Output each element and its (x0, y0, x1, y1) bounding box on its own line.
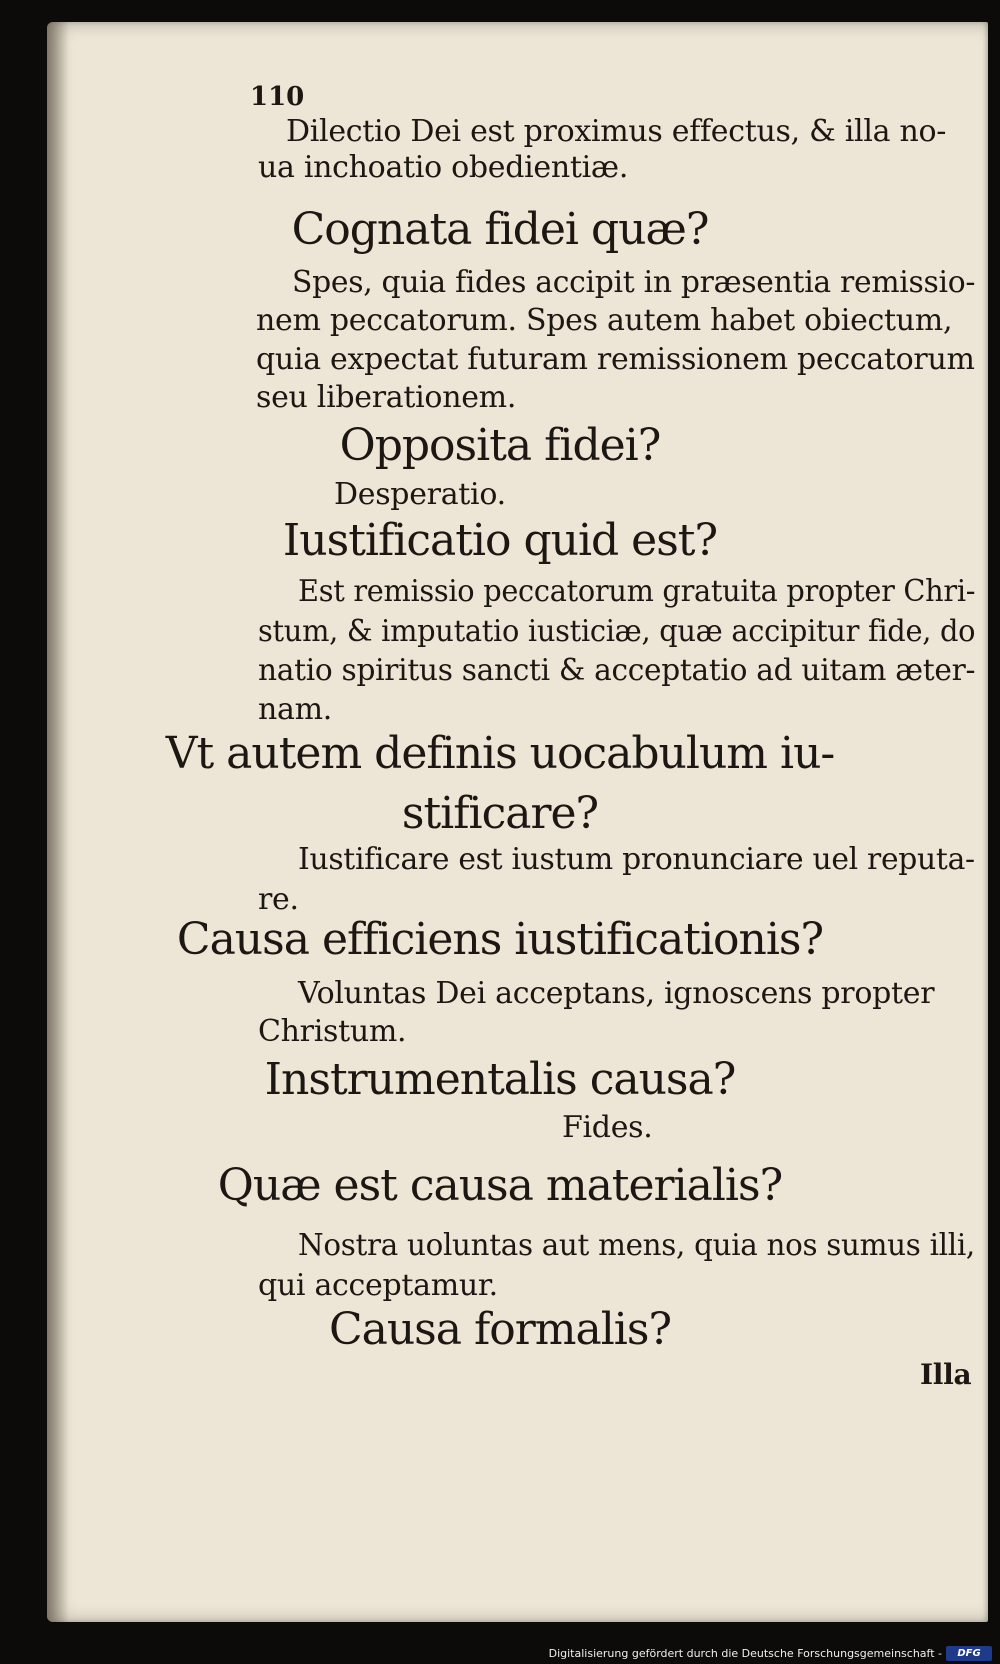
section-heading: Opposita fidei? (339, 420, 661, 471)
section-heading: Quæ est causa materialis? (217, 1160, 783, 1211)
text-line: Voluntas Dei acceptans, ignoscens propter (298, 976, 935, 1011)
text-line: qui acceptamur. (258, 1268, 498, 1303)
text-line: Iustificare est iustum pronunciare uel reputa- (298, 842, 975, 877)
section-heading: Causa formalis? (328, 1304, 672, 1355)
text-line: ua inchoatio obedientiæ. (258, 150, 629, 185)
section-heading: Vt autem definis uocabulum iu- (165, 728, 835, 779)
text-line: Fides. (562, 1110, 653, 1145)
section-heading: Iustificatio quid est? (282, 515, 718, 566)
catchword: Illa (920, 1358, 972, 1391)
text-line: Desperatio. (334, 477, 506, 512)
text-line: Dilectio Dei est proximus effectus, & illa no- (286, 114, 947, 149)
section-heading: Causa efficiens iustificationis? (176, 914, 824, 965)
digitization-credit: Digitalisierung gefördert durch die Deutsche Forschungsgemeinschaft - (548, 1647, 942, 1660)
section-heading: Cognata fidei quæ? (291, 204, 709, 255)
page-number: 110 (250, 82, 305, 112)
text-line: natio spiritus sancti & acceptatio ad uitam æter- (258, 653, 976, 688)
text-line: Est remissio peccatorum gratuita propter Chri- (298, 574, 976, 609)
text-line: quia expectat futuram remissionem peccatorum (256, 342, 975, 377)
text-line: seu liberationem. (256, 380, 517, 415)
text-line: Nostra uoluntas aut mens, quia nos sumus illi, (298, 1228, 975, 1263)
text-line: Spes, quia fides accipit in præsentia remissio- (292, 265, 976, 300)
section-heading: Instrumentalis causa? (264, 1054, 736, 1105)
section-heading: stificare? (401, 788, 599, 839)
text-line: stum, & imputatio iusticiæ, quæ accipitur fide, do (258, 614, 976, 649)
text-line: Christum. (258, 1014, 407, 1049)
text-line: nem peccatorum. Spes autem habet obiectum, (256, 303, 953, 338)
dfg-logo-text: DFG (957, 1648, 981, 1659)
text-line: nam. (258, 692, 332, 727)
text-line: re. (258, 882, 299, 917)
dfg-logo[interactable] (946, 1646, 992, 1661)
